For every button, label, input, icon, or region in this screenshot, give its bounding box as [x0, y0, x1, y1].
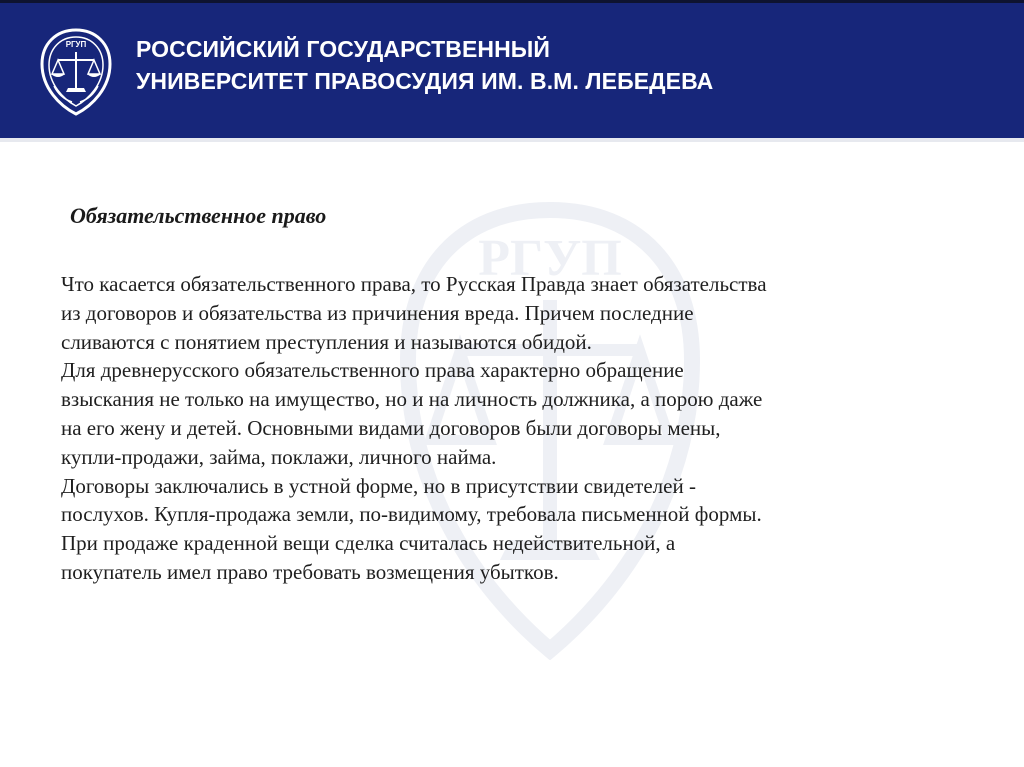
- body-line: Договоры заключались в устной форме, но в присутствии свидетелей -: [61, 473, 696, 498]
- body-line: Что касается обязательственного права, то Русская Правда знает обязательства: [61, 272, 767, 296]
- body-line: на его жену и детей. Основными видами договоров были договоры мены,: [61, 415, 721, 440]
- university-name-line-2: УНИВЕРСИТЕТ ПРАВОСУДИЯ ИМ. В.М. ЛЕБЕДЕВА: [136, 68, 714, 94]
- body-line: купли-продажи, займа, поклажи, личного найма.: [61, 444, 497, 469]
- body-line: из договоров и обязательства из причинения вреда. Причем последние: [61, 300, 694, 325]
- slide-body: [61, 270, 961, 587]
- body-line: покупатель имел право требовать возмещения убытков.: [61, 559, 559, 584]
- body-line: послухов. Купля-продажа земли, по-видимому, требовала письменной формы.: [61, 502, 762, 527]
- watermark-text: РГУП: [478, 230, 622, 287]
- emblem-text: РГУП: [65, 40, 87, 49]
- body-line: сливаются с понятием преступления и называются обидой.: [61, 329, 592, 354]
- body-line: взыскания не только на имущество, но и на личность должника, а порою даже: [61, 387, 763, 412]
- body-line: Для древнерусского обязательственного права характерно обращение: [61, 358, 684, 383]
- slide-title: Обязательственное право: [70, 203, 327, 228]
- body-line: При продаже краденной вещи сделка считалась недействительной, а: [61, 531, 676, 556]
- university-name-line-1: РОССИЙСКИЙ ГОСУДАРСТВЕННЫЙ: [136, 36, 551, 62]
